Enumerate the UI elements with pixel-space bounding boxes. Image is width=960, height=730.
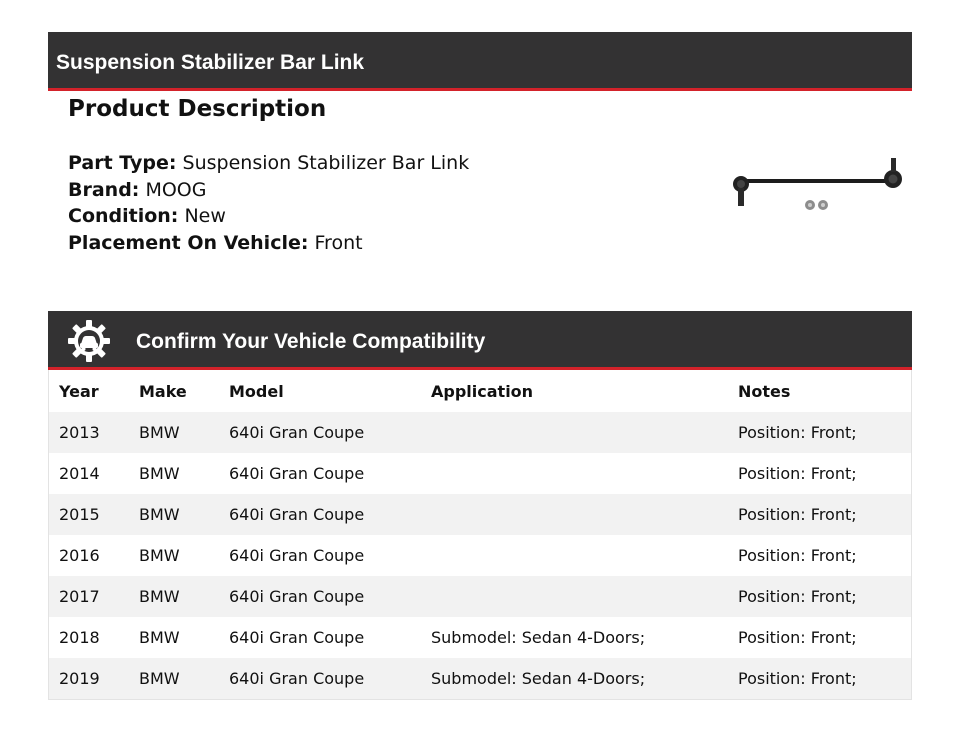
spec-label: Brand: (68, 178, 140, 201)
spec-value: Front (314, 231, 363, 254)
column-header-year: Year (59, 381, 99, 401)
cell-make: BMW (139, 587, 180, 606)
cell-make: BMW (139, 423, 180, 442)
cell-notes: Position: Front; (738, 546, 857, 565)
gear-car-icon (68, 320, 110, 362)
column-header-application: Application (431, 381, 534, 401)
cell-make: BMW (139, 546, 180, 565)
cell-notes: Position: Front; (738, 505, 857, 524)
spec-list (68, 150, 469, 256)
table-row (49, 576, 911, 617)
table-row (49, 412, 911, 453)
cell-year: 2016 (59, 546, 100, 565)
product-title: Suspension Stabilizer Bar Link (56, 51, 365, 74)
column-header-notes: Notes (738, 381, 791, 401)
compatibility-header-bar (48, 311, 912, 370)
cell-year: 2017 (59, 587, 100, 606)
table-row (49, 658, 911, 699)
spec-part-type (68, 150, 469, 177)
cell-make: BMW (139, 505, 180, 524)
cell-notes: Position: Front; (738, 669, 857, 688)
cell-notes: Position: Front; (738, 587, 857, 606)
cell-model: 640i Gran Coupe (229, 587, 365, 606)
table-row (49, 494, 911, 535)
cell-year: 2015 (59, 505, 100, 524)
cell-application: Submodel: Sedan 4-Doors; (431, 669, 646, 688)
cell-application: Submodel: Sedan 4-Doors; (431, 628, 646, 647)
column-header-make: Make (139, 381, 187, 401)
table-row (49, 617, 911, 658)
stabilizer-bar-link-image (726, 152, 908, 218)
column-header-model: Model (229, 381, 284, 401)
cell-year: 2014 (59, 464, 100, 483)
spec-value: MOOG (145, 178, 207, 201)
cell-notes: Position: Front; (738, 628, 857, 647)
table-row (49, 453, 911, 494)
cell-make: BMW (139, 628, 180, 647)
table-row (49, 535, 911, 576)
cell-notes: Position: Front; (738, 423, 857, 442)
spec-value: New (184, 205, 226, 227)
table-header-row (49, 370, 911, 412)
cell-year: 2018 (59, 628, 100, 647)
cell-model: 640i Gran Coupe (229, 628, 365, 647)
spec-label: Part Type: (68, 152, 177, 174)
spec-brand (68, 177, 469, 204)
cell-year: 2019 (59, 669, 100, 688)
spec-value: Suspension Stabilizer Bar Link (182, 152, 470, 174)
cell-model: 640i Gran Coupe (229, 669, 365, 688)
spec-label: Condition: (68, 205, 179, 227)
compatibility-table (48, 370, 912, 700)
cell-notes: Position: Front; (738, 464, 857, 483)
spec-label: Placement On Vehicle: (68, 231, 309, 254)
cell-model: 640i Gran Coupe (229, 546, 365, 565)
cell-year: 2013 (59, 423, 100, 442)
spec-placement (68, 230, 469, 257)
cell-model: 640i Gran Coupe (229, 423, 365, 442)
product-title-bar (48, 32, 912, 91)
cell-make: BMW (139, 669, 180, 688)
compatibility-title: Confirm Your Vehicle Compatibility (136, 330, 486, 353)
product-description-heading: Product Description (68, 96, 327, 122)
cell-model: 640i Gran Coupe (229, 464, 365, 483)
spec-condition (68, 203, 469, 230)
cell-make: BMW (139, 464, 180, 483)
cell-model: 640i Gran Coupe (229, 505, 365, 524)
